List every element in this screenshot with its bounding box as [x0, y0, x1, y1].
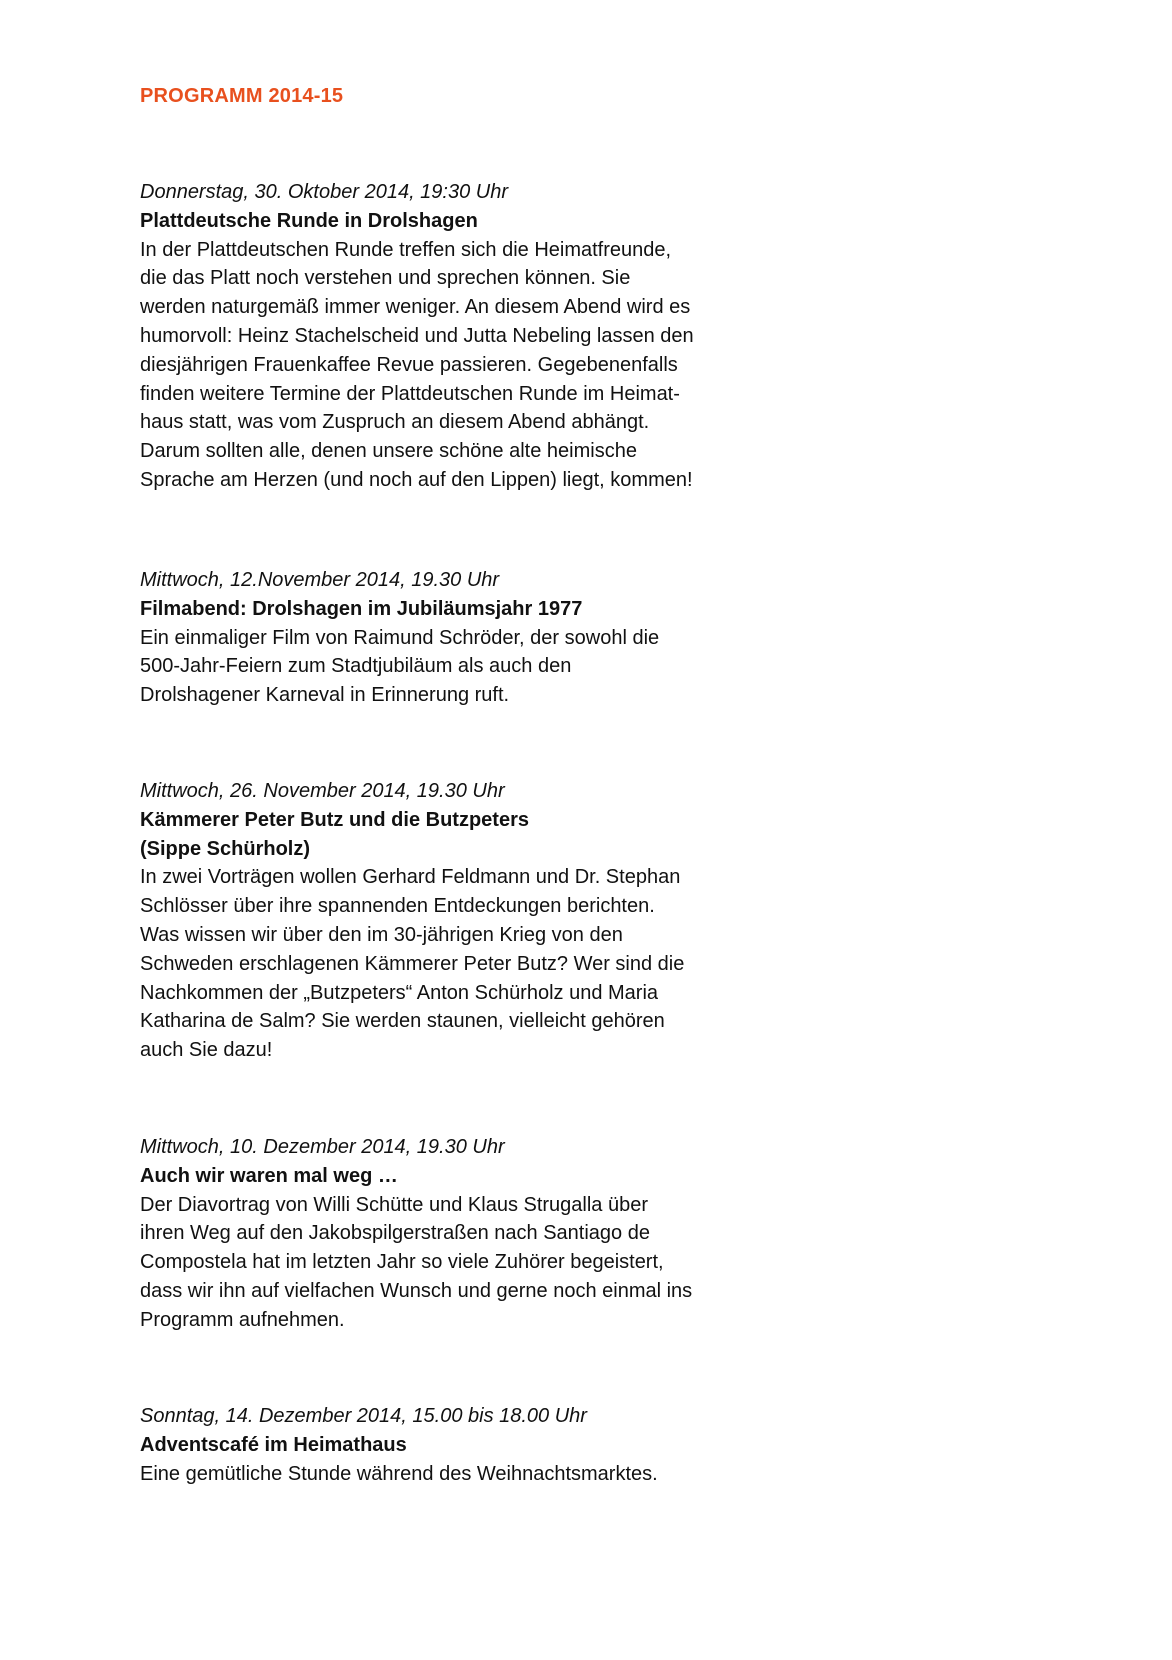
- description-line: humorvoll: Heinz Stachelscheid und Jutta Nebeling lassen den: [140, 324, 694, 347]
- description-line: Drolshagener Karneval in Erinnerung ruft.: [140, 684, 510, 707]
- event-title-line: Filmabend: Drolshagen im Jubiläumsjahr 1977: [140, 597, 583, 620]
- description-line: dass wir ihn auf vielfachen Wunsch und gerne noch einmal ins: [140, 1279, 693, 1302]
- event-description: [140, 236, 780, 495]
- description-line: Der Diavortrag von Willi Schütte und Klaus Strugalla über: [140, 1193, 649, 1216]
- event-title-line: Auch wir waren mal weg …: [140, 1164, 398, 1187]
- description-line: Sprache am Herzen (und noch auf den Lippen) liegt, kommen!: [140, 468, 693, 491]
- description-line: In zwei Vorträgen wollen Gerhard Feldmann und Dr. Stephan: [140, 866, 681, 889]
- description-line: die das Platt noch verstehen und sprechen können. Sie: [140, 267, 631, 290]
- description-line: 500-Jahr-Feiern zum Stadtjubiläum als auch den: [140, 655, 572, 678]
- description-line: Schweden erschlagenen Kämmerer Peter Butz? Wer sind die: [140, 952, 685, 975]
- event-date: Mittwoch, 26. November 2014, 19.30 Uhr: [140, 780, 505, 802]
- event-description: [140, 1460, 780, 1489]
- event-description: [140, 1191, 780, 1335]
- description-line: Nachkommen der „Butzpeters“ Anton Schürholz und Maria: [140, 981, 659, 1004]
- description-line: Was wissen wir über den im 30-jährigen Krieg von den: [140, 923, 623, 946]
- description-line: Schlösser über ihre spannenden Entdeckungen berichten.: [140, 895, 655, 918]
- event-title: [140, 595, 780, 624]
- event-2: [140, 566, 780, 710]
- description-line: ihren Weg auf den Jakobspilgerstraßen nach Santiago de: [140, 1222, 650, 1245]
- event-title: [140, 1162, 780, 1191]
- event-1: [140, 178, 780, 495]
- description-line: In der Plattdeutschen Runde treffen sich die Heimatfreunde,: [140, 238, 672, 261]
- event-5: [140, 1402, 780, 1488]
- description-line: Eine gemütliche Stunde während des Weihnachtsmarktes.: [140, 1462, 658, 1485]
- event-title-line: Plattdeutsche Runde in Drolshagen: [140, 209, 478, 232]
- description-line: Programm aufnehmen.: [140, 1308, 345, 1331]
- description-line: Darum sollten alle, denen unsere schöne alte heimische: [140, 440, 637, 463]
- description-line: werden naturgemäß immer weniger. An diesem Abend wird es: [140, 296, 691, 319]
- event-description: [140, 863, 780, 1065]
- description-line: finden weitere Termine der Plattdeutschen Runde im Heimat-: [140, 382, 680, 405]
- description-line: Compostela hat im letzten Jahr so viele Zuhörer begeistert,: [140, 1251, 664, 1274]
- event-date: Mittwoch, 10. Dezember 2014, 19.30 Uhr: [140, 1136, 505, 1158]
- description-line: auch Sie dazu!: [140, 1039, 273, 1062]
- program-title: PROGRAMM 2014-15: [140, 85, 344, 107]
- event-title: [140, 207, 780, 236]
- event-title-line: Adventscafé im Heimathaus: [140, 1433, 407, 1456]
- description-line: haus statt, was vom Zuspruch an diesem Abend abhängt.: [140, 411, 650, 434]
- event-title: [140, 1431, 780, 1460]
- event-title-line: (Sippe Schürholz): [140, 837, 310, 860]
- event-title-line: Kämmerer Peter Butz und die Butzpeters: [140, 808, 529, 831]
- event-4: [140, 1133, 780, 1335]
- description-line: Ein einmaliger Film von Raimund Schröder, der sowohl die: [140, 626, 660, 649]
- description-line: Katharina de Salm? Sie werden staunen, vielleicht gehören: [140, 1010, 665, 1033]
- event-date: Donnerstag, 30. Oktober 2014, 19:30 Uhr: [140, 181, 509, 203]
- event-date: Mittwoch, 12.November 2014, 19.30 Uhr: [140, 569, 500, 591]
- event-date: Sonntag, 14. Dezember 2014, 15.00 bis 18.00 Uhr: [140, 1405, 587, 1427]
- description-line: diesjährigen Frauenkaffee Revue passieren. Gegebenenfalls: [140, 353, 678, 376]
- event-title: [140, 806, 780, 864]
- event-description: [140, 624, 780, 710]
- event-3: [140, 777, 780, 1065]
